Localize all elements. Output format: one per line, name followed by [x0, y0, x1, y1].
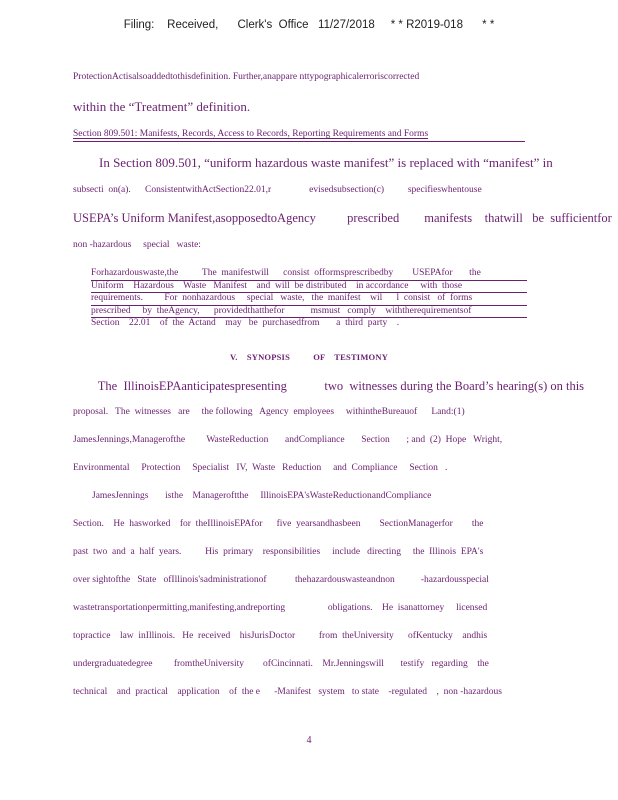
body-line: proposal. The witnesses are the following Agency employees withintheBureauof Land:(1)	[73, 407, 465, 417]
section-underline	[73, 141, 525, 142]
quote-line: Uniform Hazardous Waste Manifest and will be distributed in accordance with those	[91, 281, 527, 294]
filing-header: Filing: Received, Clerk's Office 11/27/2018 * * R2019-018 * *	[123, 19, 495, 31]
body-line: within the “Treatment” definition.	[73, 99, 251, 114]
body-line: JamesJennings isthe Manageroftthe IllinoisEPA'sWasteReductionandCompliance	[73, 491, 432, 501]
body-line: subsecti on(a). ConsistentwithActSection22.01,r evisedsubsection(c) specifieswhentouse	[73, 185, 482, 195]
quote-line: prescribed by theAgency, providedthatthefor msmust comply withtherequirementsof	[91, 306, 527, 319]
body-line: The IllinoisEPAanticipatespresenting two witnesses during the Board’s hearing(s) on this	[73, 379, 585, 393]
body-line: ProtectionActisalsoaddedtothisdefinition. Further,anappare nttypographicalerroriscorrected	[73, 72, 420, 82]
body-line: non -hazardous special waste:	[73, 240, 201, 250]
quote-line: Forhazardouswaste,the The manifestwill consist offormsprescribedby USEPAfor the	[91, 268, 527, 281]
body-line: over sightofthe State ofIllinois'sadministrationof thehazardouswasteandnon -hazardousspecial	[73, 575, 489, 585]
body-line: USEPA’s Uniform Manifest,asopposedtoAgency prescribed manifests thatwill be sufficientfor	[73, 211, 612, 225]
section-heading-809-501: Section 809.501: Manifests, Records, Access to Records, Reporting Requirements and Forms	[73, 129, 429, 139]
body-line: JamesJennings,Managerofthe WasteReduction andCompliance Section ; and (2) Hope Wright,	[73, 435, 503, 445]
body-line: wastetransportationpermitting,manifesting,andreporting obligations. He isanattorney licensed	[73, 603, 488, 613]
quote-line: requirements. For nonhazardous special waste, the manifest wil l consist of forms	[91, 293, 527, 306]
body-line: In Section 809.501, “uniform hazardous waste manifest” is replaced with “manifest” in	[73, 155, 553, 170]
body-line: past two and a half years. His primary responsibilities include directing the Illinois EPA's	[73, 547, 484, 557]
quote-line: Section 22.01 of the Actand may be purchasedfrom a third party .	[91, 318, 400, 328]
body-line: undergraduatedegree fromtheUniversity ofCincinnati. Mr.Jenningswill testify regarding the	[73, 659, 489, 669]
section-heading-synopsis: V. SYNOPSIS OF TESTIMONY	[229, 352, 389, 362]
body-line: technical and practical application of the e -Manifest system to state -regulated , non -hazardous	[73, 687, 502, 697]
body-line: Environmental Protection Specialist IV, Waste Reduction and Compliance Section .	[73, 463, 448, 473]
page-number: 4	[306, 735, 312, 746]
body-line: Section. He hasworked for theIllinoisEPAfor five yearsandhasbeen SectionManagerfor the	[73, 519, 484, 529]
quoted-amendment-block	[91, 268, 527, 330]
body-line: topractice law inIllinois. He received hisJurisDoctor from theUniversity ofKentucky andhis	[73, 631, 488, 641]
